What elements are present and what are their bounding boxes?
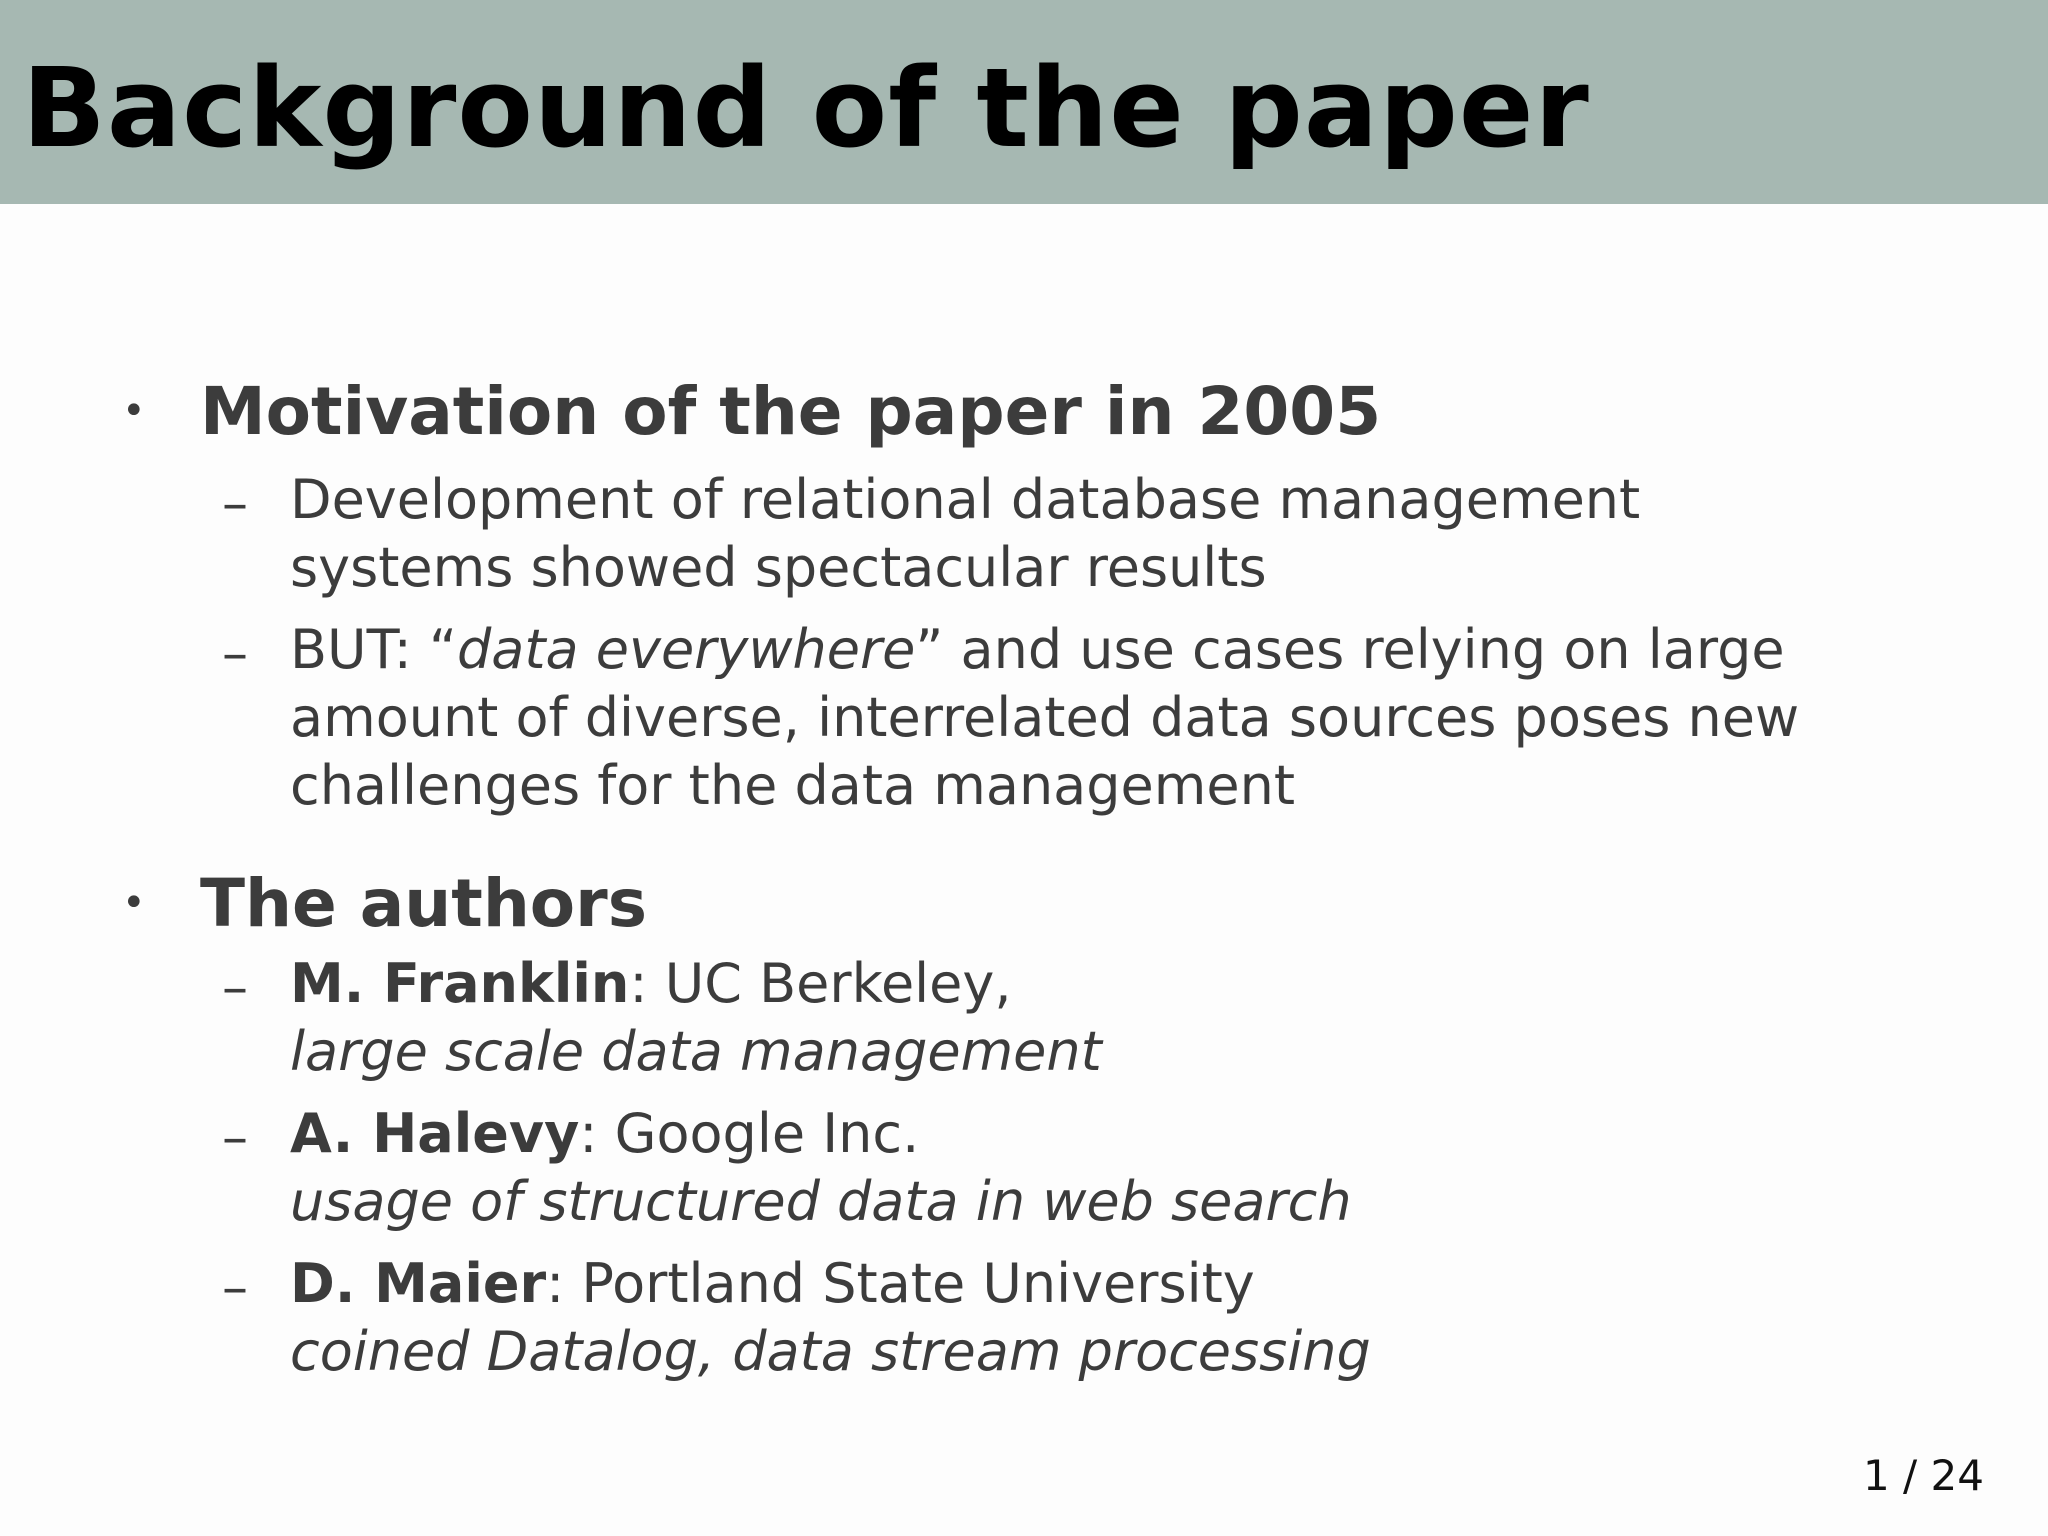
author-franklin-focus: large scale data management: [290, 1020, 1102, 1083]
author-name: A. Halevy: [290, 1102, 580, 1165]
data-everywhere-phrase: data everywhere: [456, 618, 916, 681]
author-affiliation: : UC Berkeley,: [629, 952, 1012, 1015]
dash-icon: –: [222, 624, 248, 684]
dash-icon: –: [222, 474, 248, 534]
motivation-item-2-line-2: amount of diverse, interrelated data sources poses new: [290, 686, 1800, 749]
section-heading-authors: The authors: [200, 865, 647, 942]
author-name: M. Franklin: [290, 952, 630, 1015]
slide-title: Background of the paper: [22, 44, 1590, 172]
author-maier-focus: coined Datalog, data stream processing: [290, 1320, 1371, 1383]
bullet-icon: •: [122, 388, 146, 434]
bullet-icon: •: [122, 880, 146, 926]
page-number: 1 / 24: [1862, 1451, 1984, 1500]
author-franklin: [290, 950, 1012, 1018]
dash-icon: –: [222, 1258, 248, 1318]
dash-icon: –: [222, 1108, 248, 1168]
author-maier: [290, 1250, 1255, 1318]
author-halevy-focus: usage of structured data in web search: [290, 1170, 1352, 1233]
dash-icon: –: [222, 958, 248, 1018]
section-heading-motivation: Motivation of the paper in 2005: [200, 373, 1382, 450]
motivation-item-2-line-3: challenges for the data management: [290, 754, 1295, 817]
but-prefix: BUT: “: [290, 618, 457, 681]
author-halevy: [290, 1100, 919, 1168]
motivation-item-1-line-2: systems showed spectacular results: [290, 536, 1267, 599]
author-name: D. Maier: [290, 1252, 547, 1315]
author-affiliation: : Portland State University: [546, 1252, 1255, 1315]
motivation-item-2-line-1: [290, 616, 1785, 684]
but-suffix: ” and use cases relying on large: [915, 618, 1785, 681]
author-affiliation: : Google Inc.: [579, 1102, 920, 1165]
motivation-item-1-line-1: Development of relational database management: [290, 468, 1641, 531]
